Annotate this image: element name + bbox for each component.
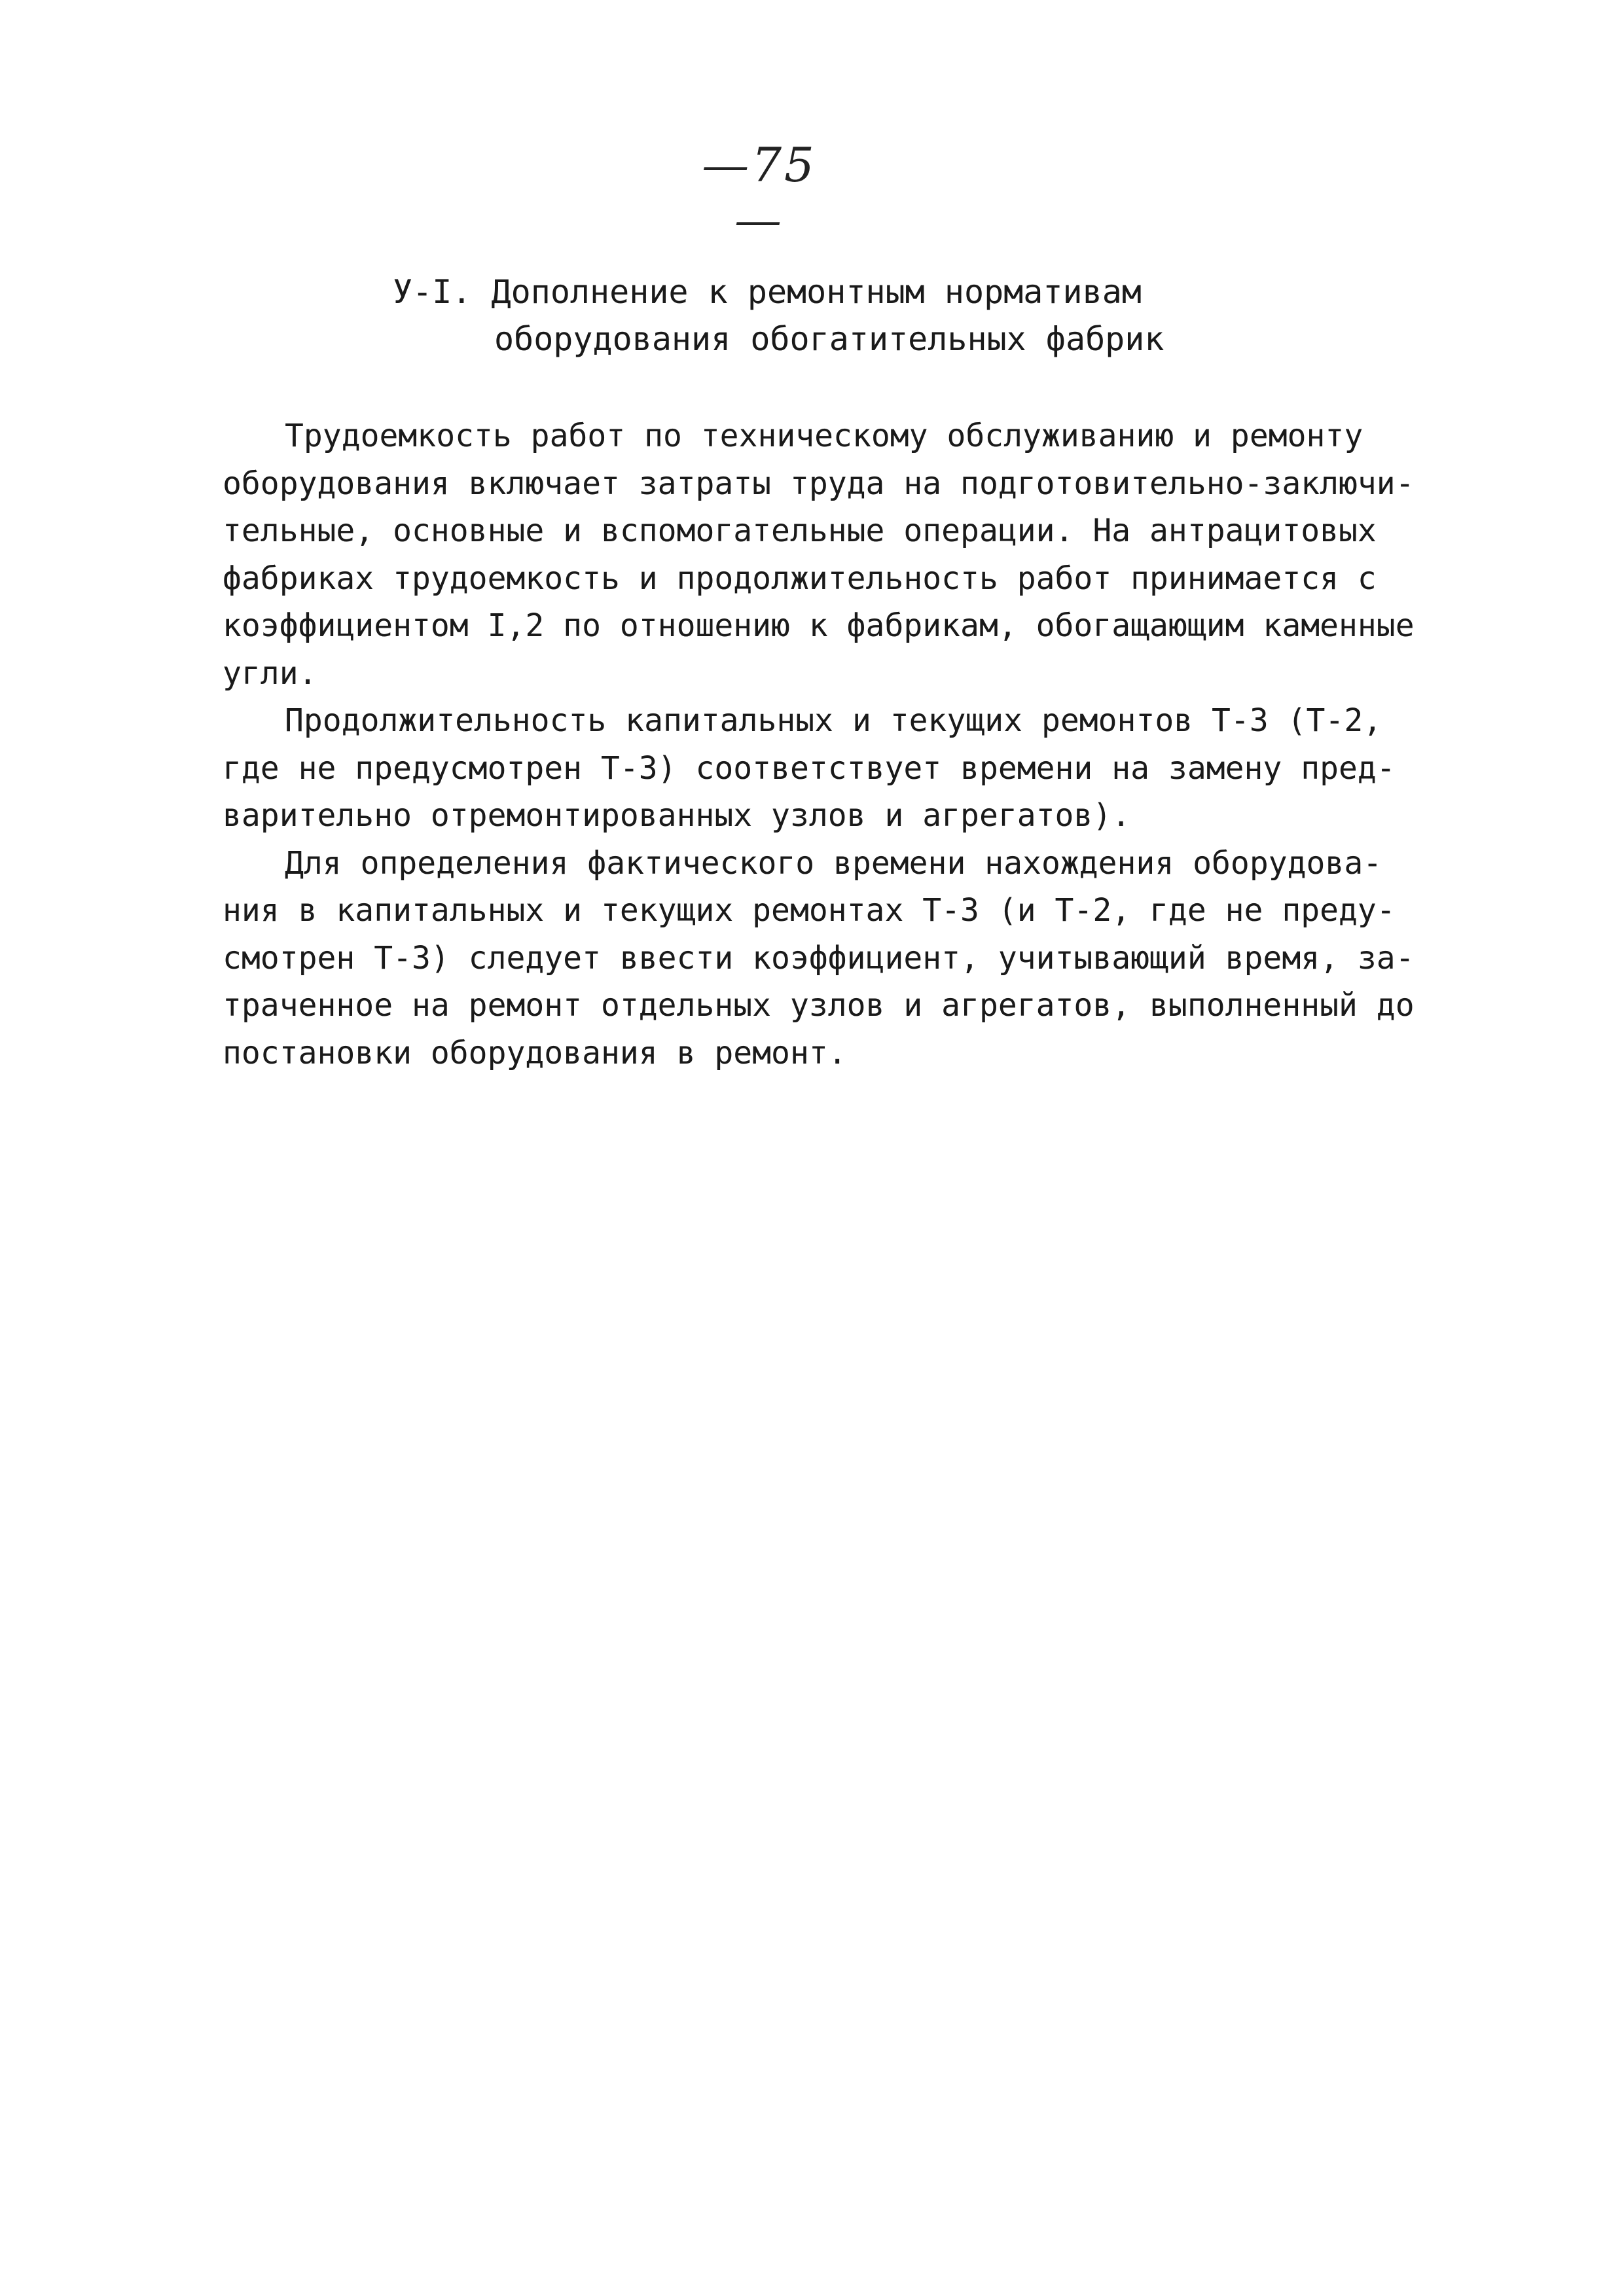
paragraph-2-line-3: варительно отремонтированных узлов и агрегатов).	[223, 797, 1131, 834]
paragraph-1-line-4: фабриках трудоемкость и продолжительность работ принимается с	[223, 560, 1377, 597]
page-number: —75—	[702, 137, 817, 247]
heading-line-2: оборудования обогатительных фабрик	[494, 320, 1164, 358]
paragraph-1-line-5: коэффициентом I,2 по отношению к фабрикам, обогащающим каменные	[223, 607, 1415, 644]
body-text	[223, 412, 1414, 1077]
paragraph-1-line-6: угли.	[223, 655, 317, 692]
paragraph-2-line-8: постановки оборудования в ремонт.	[223, 1034, 847, 1071]
paragraph-1-line-3: тельные, основные и вспомогательные операции. На антрацитовых	[223, 512, 1377, 549]
heading-line-1: У-I. Дополнение к ремонтным нормативам	[393, 273, 1142, 311]
paragraph-2-line-1: Продолжительность капитальных и текущих ремонтов Т-3 (Т-2,	[285, 702, 1382, 739]
section-heading	[393, 268, 1244, 363]
paragraph-2-line-2: где не предусмотрен Т-3) соответствует времени на замену пред-	[223, 749, 1396, 787]
paragraph-2-line-4: Для определения фактического времени нахождения оборудова-	[285, 844, 1382, 882]
paragraph-1-line-2: оборудования включает затраты труда на подготовительно-заключи-	[223, 465, 1415, 502]
paragraph-2-line-7: траченное на ремонт отдельных узлов и агрегатов, выполненный до	[223, 987, 1415, 1024]
paragraph-1-line-1: Трудоемкость работ по техническому обслуживанию и ремонту	[285, 418, 1363, 454]
paragraph-2-line-5: ния в капитальных и текущих ремонтах Т-3 (и Т-2, где не преду-	[223, 892, 1396, 929]
paragraph-2-line-6: смотрен Т-3) следует ввести коэффициент, учитывающий время, за-	[223, 939, 1415, 977]
